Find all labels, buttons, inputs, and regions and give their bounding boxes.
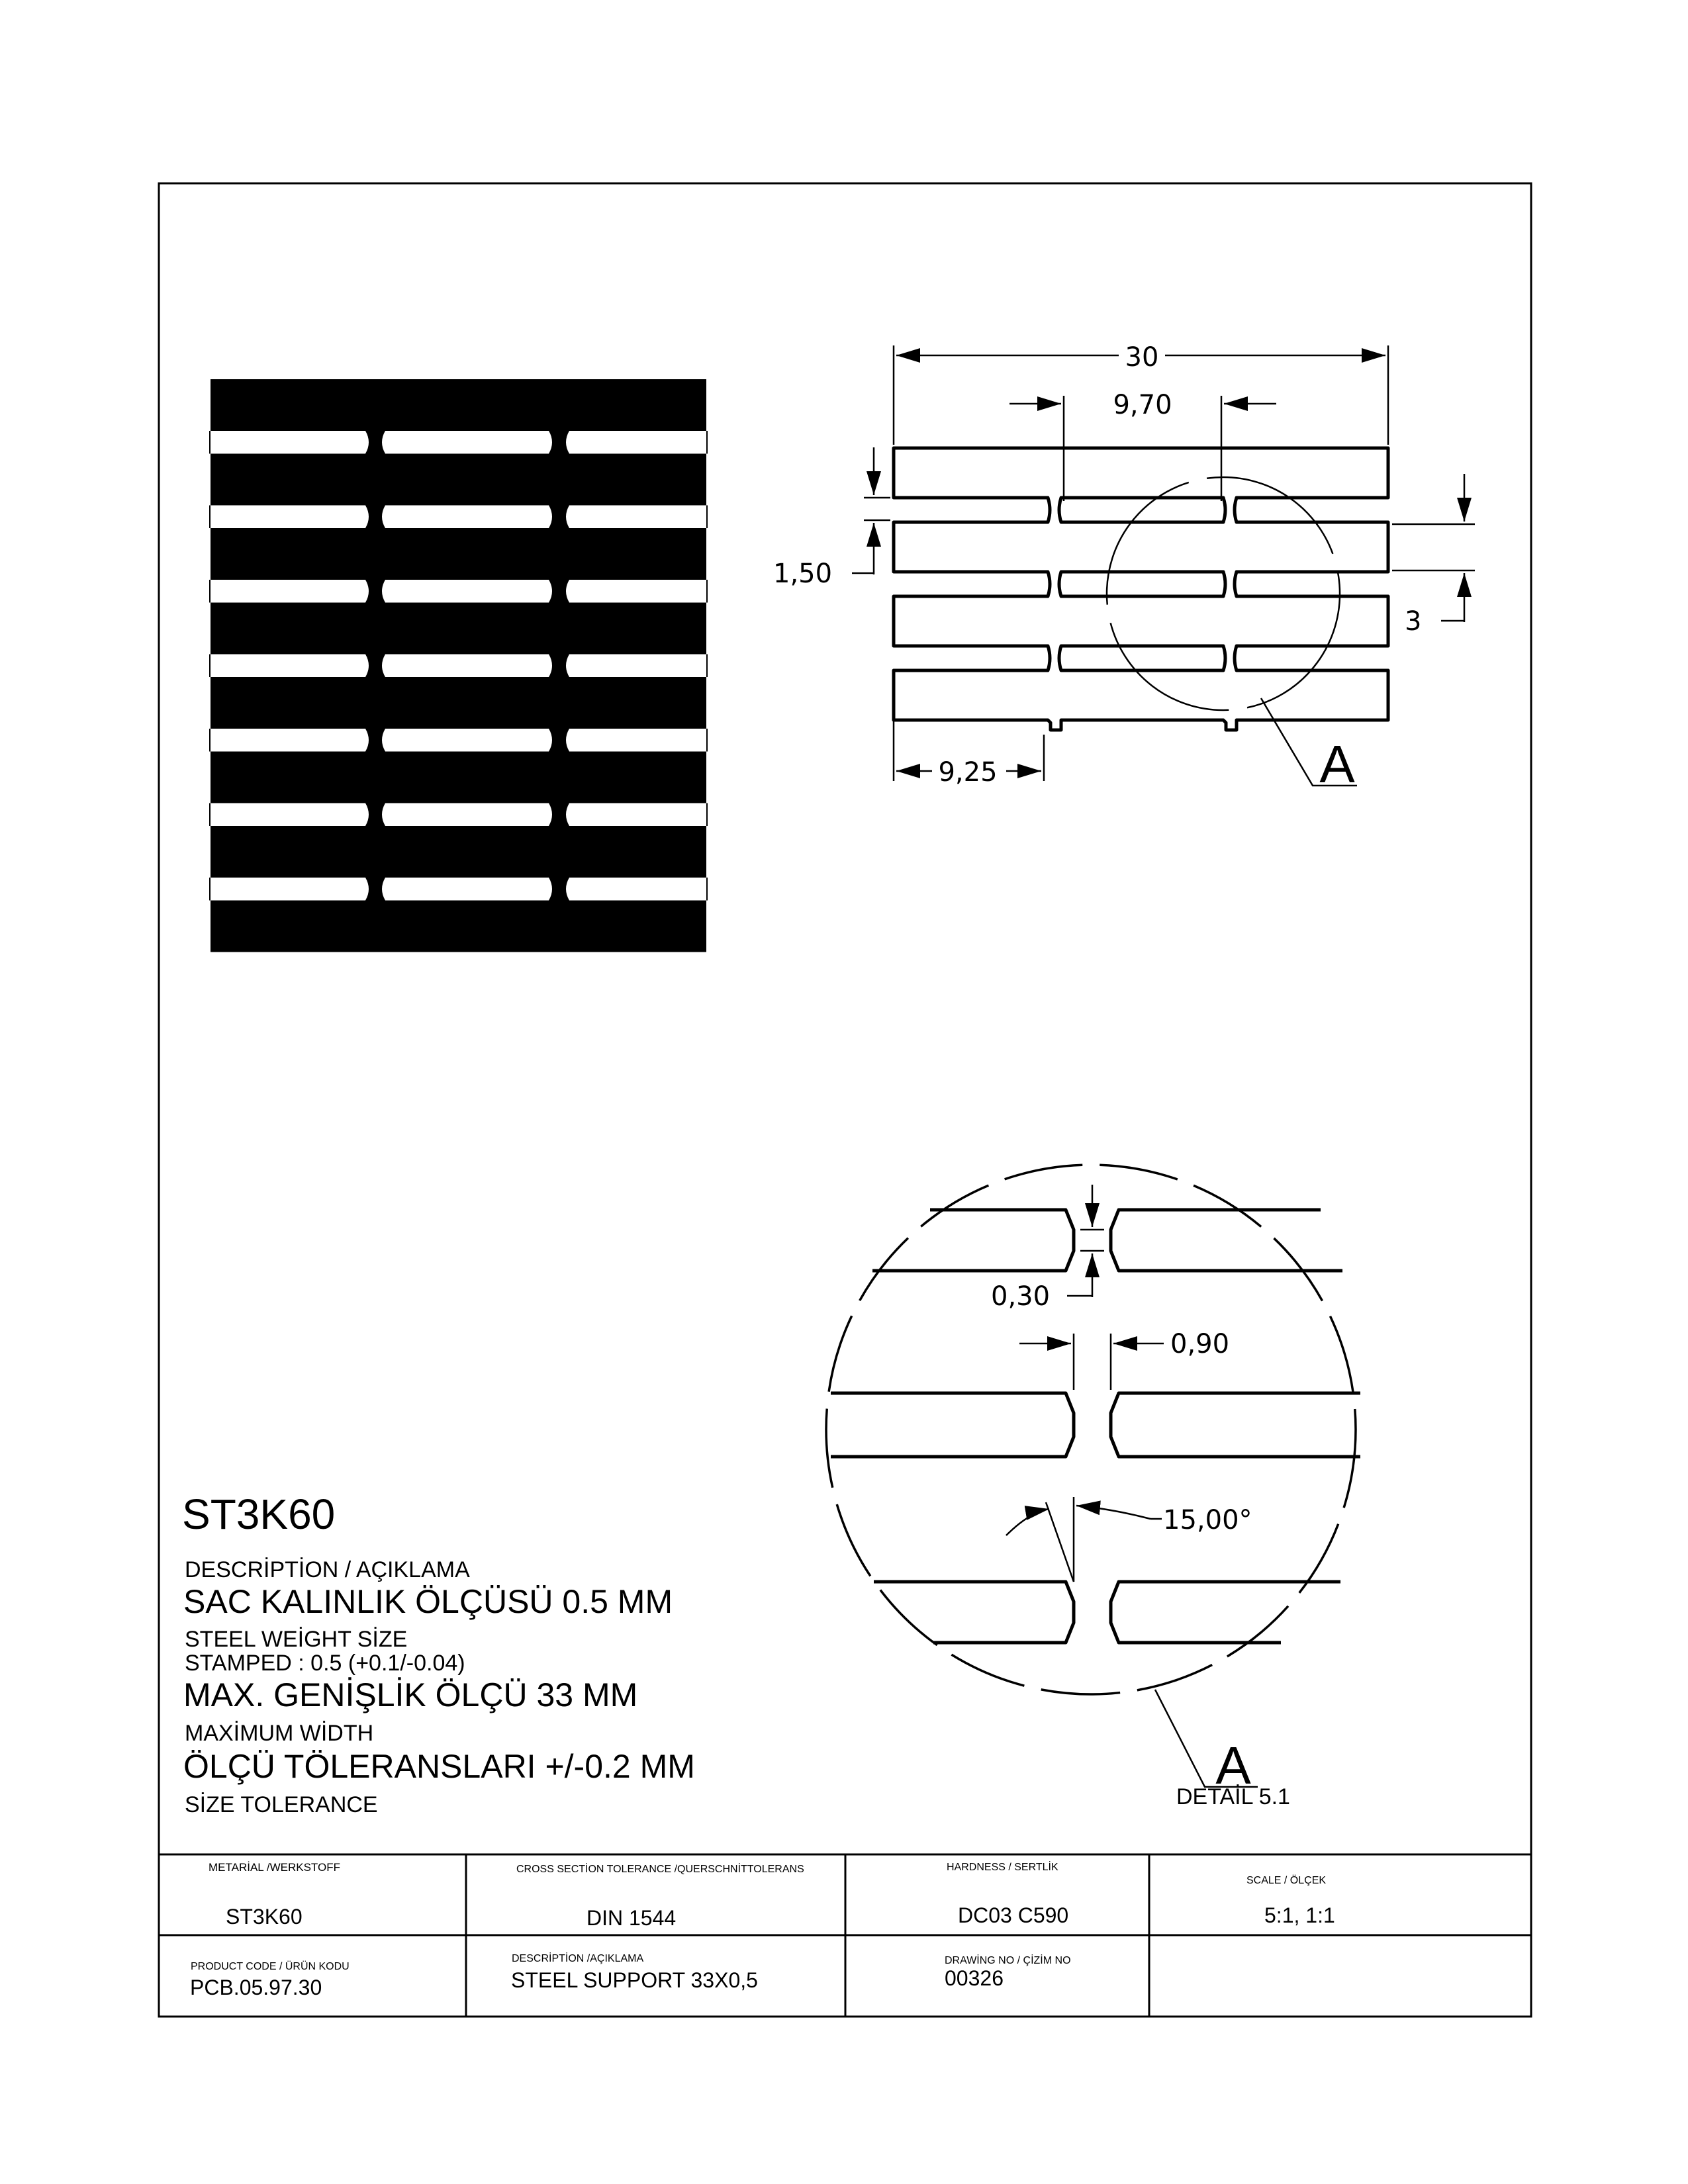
dim-bridge-width-label: 0,90: [1170, 1329, 1230, 1359]
spec-line-max-width: MAX. GENİŞLİK ÖLÇÜ 33 MM: [183, 1676, 638, 1713]
drawing-no-value: 00326: [945, 1966, 1004, 1990]
dim-notch-angle: [1006, 1497, 1162, 1582]
scale-value: 5:1, 1:1: [1264, 1903, 1335, 1927]
dim-notch-depth-label: 0,30: [991, 1281, 1051, 1312]
outline-part-contour: [894, 448, 1388, 730]
hardness-label: HARDNESS / SERTLİK: [947, 1862, 1058, 1873]
detail-view-marker: A: [1215, 1736, 1251, 1795]
spec-line-stamped: STAMPED : 0.5 (+0.1/-0.04): [185, 1651, 465, 1676]
dim-bar-pitch-label: 3: [1405, 606, 1422, 637]
dim-bridge-spacing-label: 9,70: [1113, 390, 1172, 420]
part-solid-silhouette: [209, 379, 708, 952]
dim-bar-gap: [852, 447, 890, 574]
detail-callout-marker: A: [1319, 735, 1355, 794]
dim-edge-offset-label: 9,25: [938, 757, 998, 788]
dim-notch-angle-label: 15,00°: [1163, 1505, 1252, 1535]
detail-bars: [831, 1210, 1360, 1643]
spec-line-tolerance-en: SİZE TOLERANCE: [185, 1792, 378, 1817]
dim-bridge-width: [1019, 1334, 1164, 1390]
product-code-label: PRODUCT CODE / ÜRÜN KODU: [191, 1961, 350, 1972]
detail-view-boundary: [826, 1165, 1356, 1694]
part-code-heading: ST3K60: [182, 1490, 336, 1538]
title-block-text: [190, 1860, 1335, 1999]
part-outline-full: [894, 448, 1388, 730]
spec-line-steel-weight: STEEL WEİGHT SİZE: [185, 1627, 408, 1652]
drawing-no-label: DRAWİNG NO / ÇİZİM NO: [945, 1955, 1071, 1966]
detail-view: [826, 1165, 1360, 1694]
spec-line-max-width-en: MAXİMUM WİDTH: [185, 1721, 374, 1746]
product-code-value: PCB.05.97.30: [190, 1976, 322, 1999]
scale-label: SCALE / ÖLÇEK: [1246, 1875, 1327, 1886]
part-solid-view: [209, 379, 708, 952]
cross-section-value: DIN 1544: [586, 1906, 677, 1930]
dim-bar-pitch: [1392, 474, 1475, 622]
spec-block: [182, 1490, 695, 1817]
material-label: METARİAL /WERKSTOFF: [209, 1861, 340, 1874]
dim-overall-width-label: 30: [1125, 342, 1159, 373]
cross-section-label: CROSS SECTİON TOLERANCE /QUERSCHNİTTOLERANS: [516, 1864, 804, 1875]
material-value: ST3K60: [226, 1905, 303, 1929]
description-label: DESCRİPTİON /AÇIKLAMA: [512, 1953, 644, 1964]
dim-bar-gap-label: 1,50: [773, 559, 833, 589]
spec-line-tolerance: ÖLÇÜ TÖLERANSLARI +/-0.2 MM: [183, 1748, 695, 1785]
detail-view-caption: DETAİL 5.1: [1176, 1784, 1290, 1809]
spec-line-description-label: DESCRİPTİON / AÇIKLAMA: [185, 1557, 470, 1582]
description-value: STEEL SUPPORT 33X0,5: [511, 1968, 758, 1992]
hardness-value: DC03 C590: [958, 1903, 1069, 1927]
spec-line-thickness: SAC KALINLIK ÖLÇÜSÜ 0.5 MM: [183, 1583, 673, 1620]
